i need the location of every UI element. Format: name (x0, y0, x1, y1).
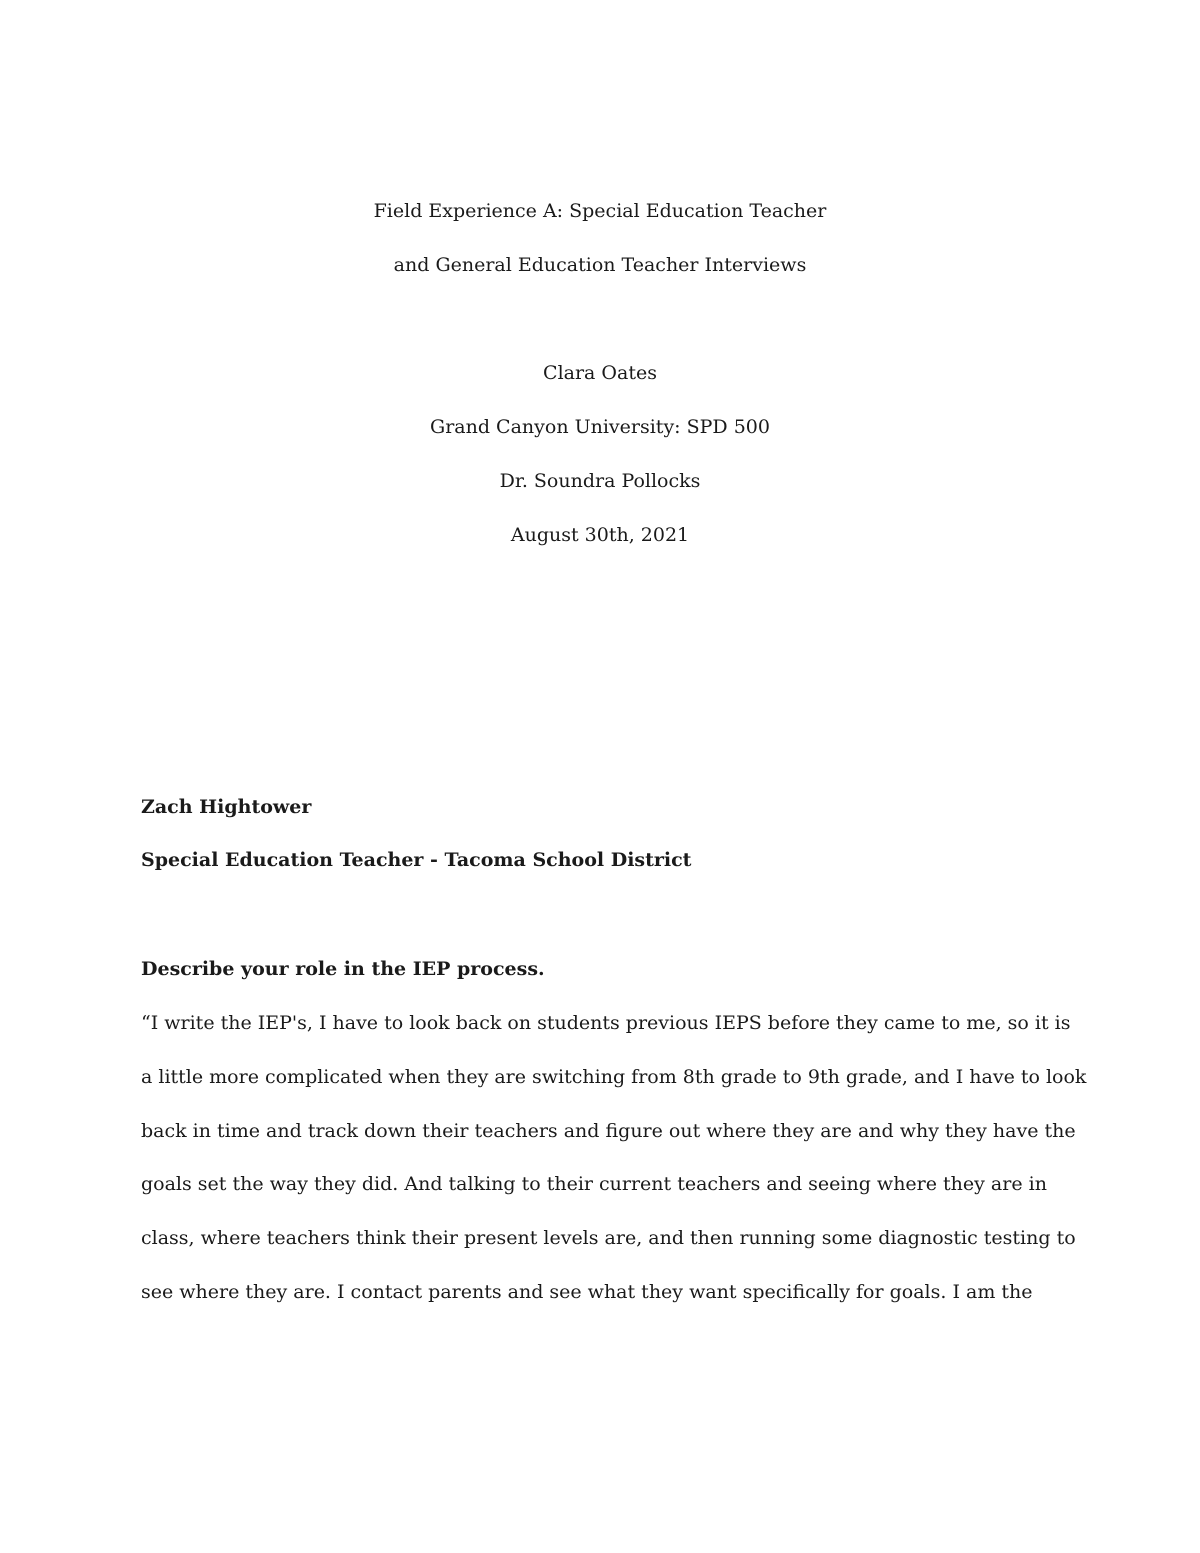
answer-line: goals set the way they did. And talking to their current teachers and seeing where they are in (141, 1173, 1047, 1195)
author-name: Clara Oates (543, 362, 657, 384)
title-line-2: and General Education Teacher Interviews (393, 254, 807, 276)
interviewee-role: Special Education Teacher - Tacoma School District (141, 849, 692, 871)
answer-line: back in time and track down their teachers and figure out where they are and why they have the (141, 1120, 1076, 1142)
date: August 30th, 2021 (510, 524, 690, 546)
interviewee-name: Zach Hightower (141, 796, 312, 818)
answer-line: see where they are. I contact parents and see what they want specifically for goals. I am the (141, 1281, 1033, 1303)
answer-line: “I write the IEP's, I have to look back on students previous IEPS before they came to me, so it is (141, 1012, 1071, 1034)
institution: Grand Canyon University: SPD 500 (430, 416, 770, 438)
question-heading: Describe your role in the IEP process. (141, 958, 545, 980)
title-line-1: Field Experience A: Special Education Teacher (373, 200, 827, 222)
answer-line: a little more complicated when they are switching from 8th grade to 9th grade, and I have to look (141, 1066, 1087, 1088)
instructor: Dr. Soundra Pollocks (499, 470, 701, 492)
answer-line: class, where teachers think their present levels are, and then running some diagnostic testing to (141, 1227, 1076, 1249)
